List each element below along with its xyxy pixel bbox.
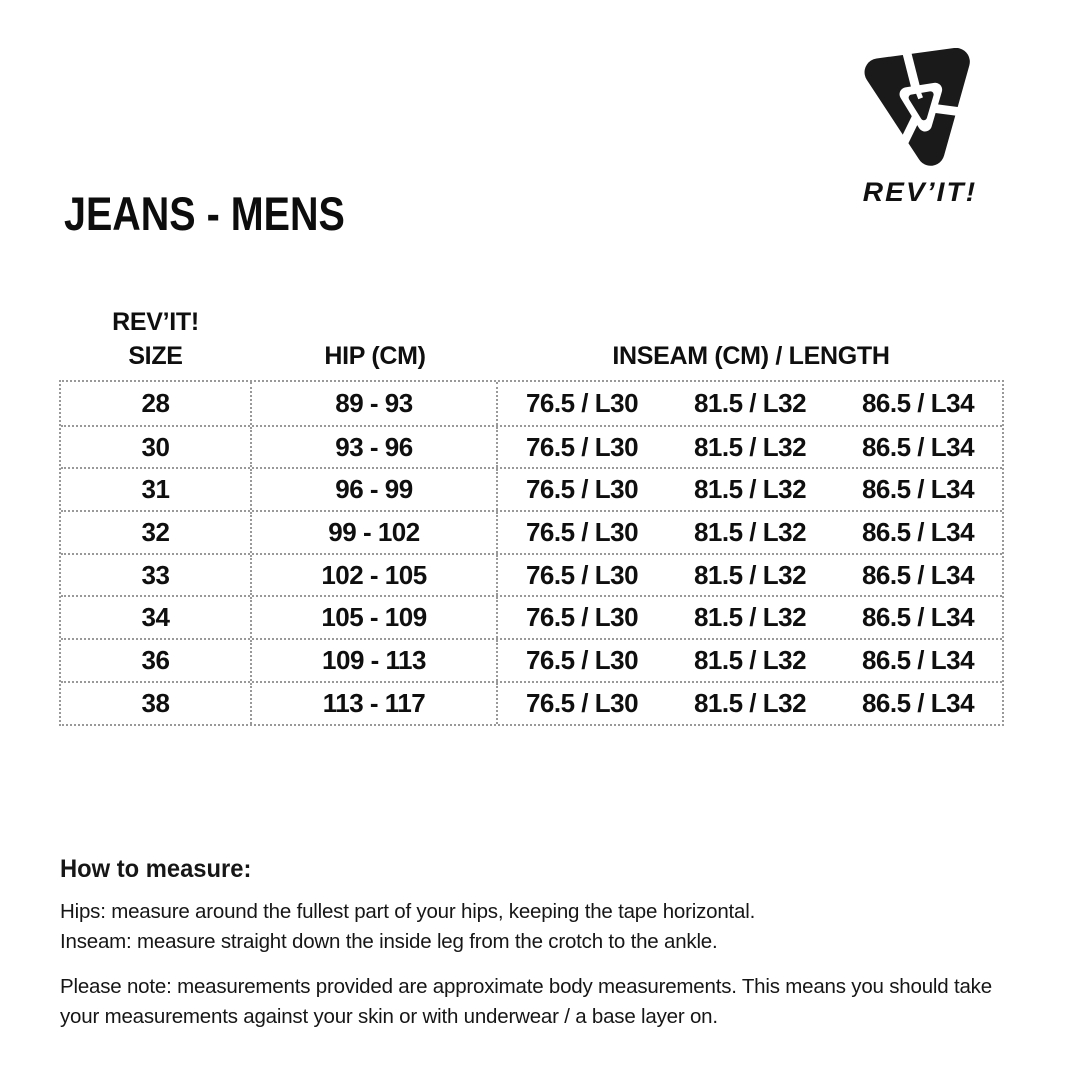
cell-inseam-l34: 86.5 / L34: [861, 431, 975, 462]
cell-inseam-l30: 76.5 / L30: [525, 474, 639, 505]
table-row: [61, 467, 1002, 510]
cell-inseam: [498, 555, 1002, 596]
cell-size: 36: [61, 640, 252, 681]
cell-size: 28: [61, 382, 252, 425]
cell-size: 30: [61, 427, 252, 468]
how-to-measure-section: [60, 855, 1012, 1032]
cell-inseam-l30: 76.5 / L30: [525, 516, 639, 547]
column-header-size: [59, 305, 252, 380]
cell-hip: 89 - 93: [252, 382, 498, 425]
table-header-row: [59, 298, 1004, 380]
cell-inseam-l34: 86.5 / L34: [861, 644, 975, 675]
column-header-size-brand: REV’IT!: [112, 308, 199, 336]
cell-inseam-l32: 81.5 / L32: [693, 602, 807, 633]
revit-badge-icon: [850, 48, 990, 174]
cell-inseam: [498, 382, 1002, 425]
cell-inseam-l32: 81.5 / L32: [693, 431, 807, 462]
measure-note: Please note: measurements provided are approximate body measurements. This means you should take your measurements against your skin or with underwear / a base layer on.: [60, 975, 992, 1029]
table-row: [61, 382, 1002, 425]
cell-inseam-l32: 81.5 / L32: [693, 387, 807, 418]
cell-inseam-l32: 81.5 / L32: [693, 474, 807, 505]
cell-inseam-l30: 76.5 / L30: [525, 644, 639, 675]
cell-inseam-l30: 76.5 / L30: [525, 431, 639, 462]
cell-size: 38: [61, 683, 252, 724]
cell-inseam: [498, 427, 1002, 468]
cell-hip: 102 - 105: [252, 555, 498, 596]
table-row: [61, 681, 1002, 724]
cell-inseam-l30: 76.5 / L30: [525, 387, 639, 418]
table-row: [61, 595, 1002, 638]
cell-inseam-l30: 76.5 / L30: [525, 687, 639, 718]
table-row: [61, 510, 1002, 553]
cell-inseam: [498, 683, 1002, 724]
column-header-inseam: INSEAM (CM) / LENGTH: [612, 342, 890, 370]
cell-inseam-l34: 86.5 / L34: [861, 559, 975, 590]
cell-size: 32: [61, 512, 252, 553]
table-row: [61, 425, 1002, 468]
cell-size: 33: [61, 555, 252, 596]
table-body: [59, 380, 1004, 726]
cell-inseam-l32: 81.5 / L32: [693, 687, 807, 718]
cell-inseam-l32: 81.5 / L32: [693, 559, 807, 590]
cell-inseam: [498, 597, 1002, 638]
cell-inseam: [498, 469, 1002, 510]
cell-inseam-l32: 81.5 / L32: [693, 516, 807, 547]
cell-inseam-l34: 86.5 / L34: [861, 387, 975, 418]
cell-inseam-l34: 86.5 / L34: [861, 516, 975, 547]
cell-hip: 113 - 117: [252, 683, 498, 724]
measure-instruction-hips: Hips: measure around the fullest part of your hips, keeping the tape horizontal.: [60, 900, 756, 923]
cell-inseam-l34: 86.5 / L34: [861, 474, 975, 505]
cell-inseam-l32: 81.5 / L32: [693, 644, 807, 675]
measure-instruction-inseam: Inseam: measure straight down the inside leg from the crotch to the ankle.: [60, 929, 718, 953]
brand-logo: [838, 48, 1002, 208]
cell-inseam: [498, 640, 1002, 681]
column-header-hip: HIP (CM): [324, 342, 426, 370]
table-row: [61, 638, 1002, 681]
cell-size: 34: [61, 597, 252, 638]
brand-wordmark: REV’IT!: [862, 177, 978, 207]
cell-hip: 109 - 113: [252, 640, 498, 681]
page-title: JEANS - MENS: [64, 187, 345, 240]
cell-hip: 96 - 99: [252, 469, 498, 510]
cell-inseam-l30: 76.5 / L30: [525, 602, 639, 633]
cell-hip: 105 - 109: [252, 597, 498, 638]
cell-size: 31: [61, 469, 252, 510]
column-header-size-label: SIZE: [128, 342, 183, 370]
cell-inseam-l30: 76.5 / L30: [525, 559, 639, 590]
cell-inseam: [498, 512, 1002, 553]
cell-inseam-l34: 86.5 / L34: [861, 687, 975, 718]
cell-hip: 99 - 102: [252, 512, 498, 553]
cell-inseam-l34: 86.5 / L34: [861, 602, 975, 633]
cell-hip: 93 - 96: [252, 427, 498, 468]
table-row: [61, 553, 1002, 596]
how-to-measure-heading: How to measure:: [60, 855, 252, 883]
size-table: [59, 298, 1004, 726]
